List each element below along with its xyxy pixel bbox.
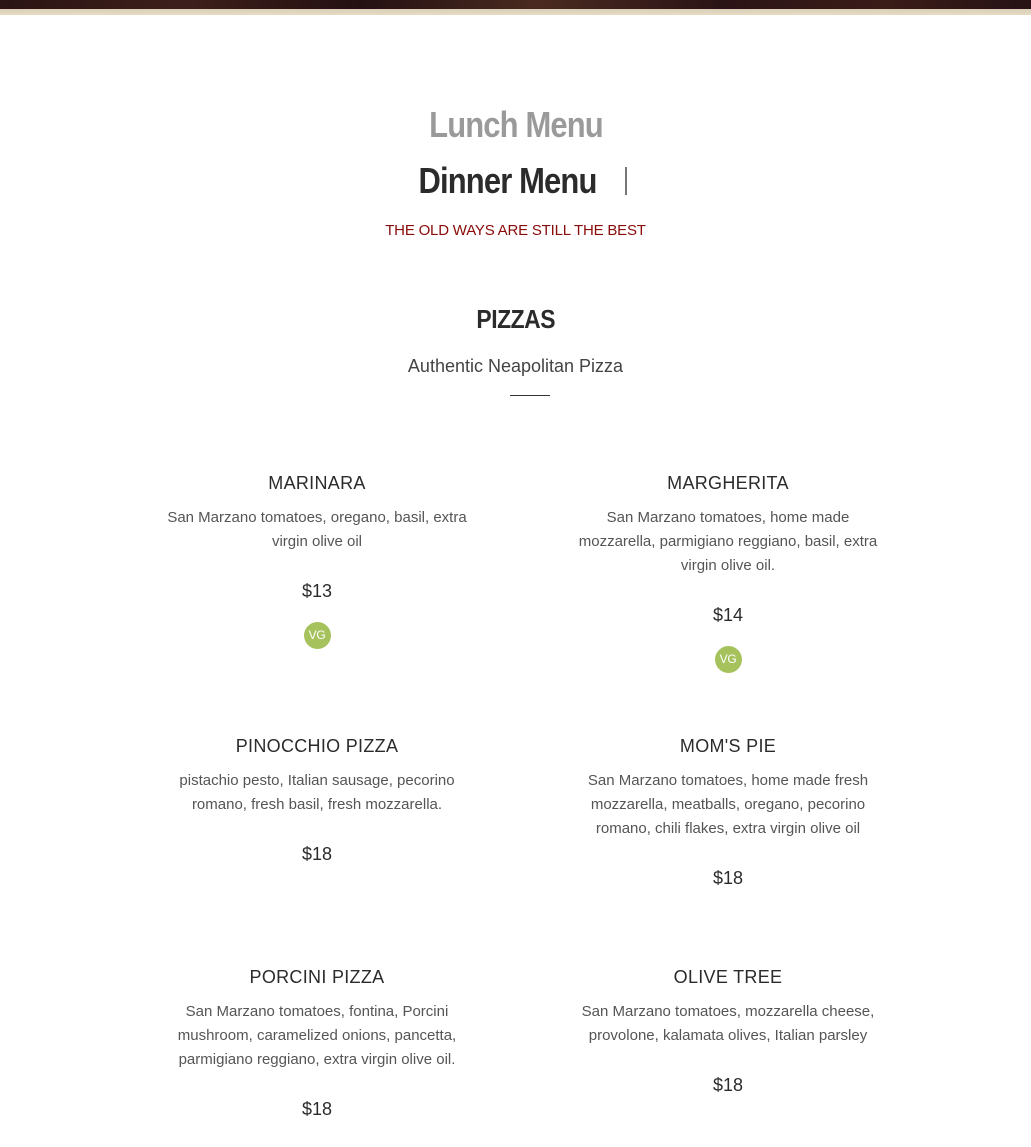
tab-dinner-menu-label: Dinner Menu [418, 160, 597, 201]
menu-item-name: MOM'S PIE [679, 736, 777, 756]
vegan-badge-icon: VG [304, 622, 331, 649]
menu-item-name: PORCINI PIZZA [249, 967, 385, 987]
menu-item-price: $18 [712, 868, 744, 888]
menu-item-margherita [573, 470, 883, 673]
menu-item-name: MARGHERITA [667, 473, 789, 493]
tab-lunch-menu[interactable] [0, 100, 1031, 150]
menu-item-porcini-pizza [162, 964, 472, 1122]
section-title [0, 304, 1031, 335]
menu-item-description: San Marzano tomatoes, home made fresh mozzarella, meatballs, oregano, pecorino romano, chili flakes, extra virgin olive oil [587, 772, 869, 837]
active-tab-indicator [625, 167, 627, 195]
tab-dinner-menu[interactable] [0, 156, 1031, 206]
menu-item-olive-tree [573, 964, 883, 1098]
menu-item-pinocchio-pizza [162, 733, 472, 867]
menu-item-name: PINOCCHIO PIZZA [235, 736, 399, 756]
menu-item-price: $14 [712, 605, 744, 625]
menu-item-name: MARINARA [268, 473, 366, 493]
tab-lunch-menu-label: Lunch Menu [428, 104, 603, 145]
menu-item-name: OLIVE TREE [673, 967, 783, 987]
menu-item-price: $18 [301, 1099, 333, 1119]
menu-item-price: $13 [301, 581, 333, 601]
menu-item-description: San Marzano tomatoes, oregano, basil, extra virgin olive oil [167, 509, 467, 550]
vegan-badge-icon: VG [715, 646, 742, 673]
menu-item-description: San Marzano tomatoes, fontina, Porcini mushroom, caramelized onions, pancetta, parmigiano reggiano, extra virgin olive oil. [177, 1003, 457, 1068]
menu-item-description: San Marzano tomatoes, mozzarella cheese, provolone, kalamata olives, Italian parsley [581, 1003, 875, 1044]
section-divider [510, 395, 550, 396]
menu-item-moms-pie [573, 733, 883, 891]
menu-item-description: San Marzano tomatoes, home made mozzarella, parmigiano reggiano, basil, extra virgin olive oil. [578, 509, 878, 574]
section-title-text: PIZZAS [476, 304, 555, 334]
menu-item-description: pistachio pesto, Italian sausage, pecorino romano, fresh basil, fresh mozzarella. [179, 772, 455, 813]
tagline: THE OLD WAYS ARE STILL THE BEST [385, 222, 646, 239]
section-subtitle: Authentic Neapolitan Pizza [407, 356, 624, 376]
menu-item-price: $18 [301, 844, 333, 864]
header-banner-edge [0, 9, 1031, 15]
menu-item-marinara [162, 470, 472, 649]
menu-item-price: $18 [712, 1075, 744, 1095]
